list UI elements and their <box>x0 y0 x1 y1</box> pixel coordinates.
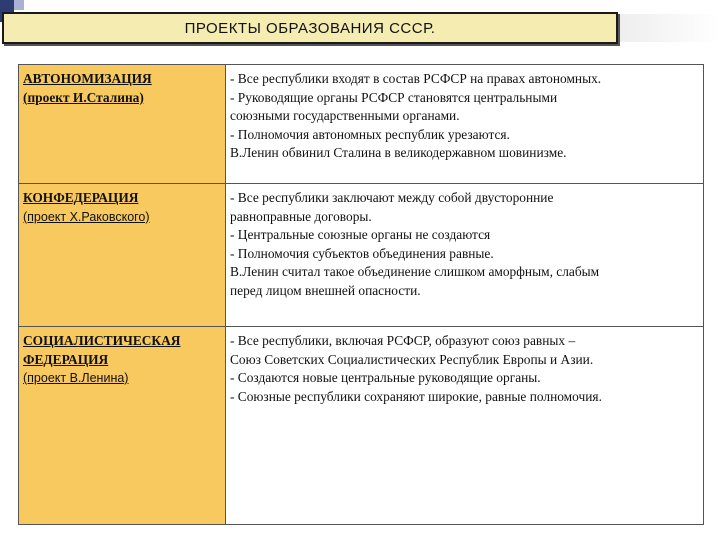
description-line: - Создаются новые центральные руководящие органы. <box>230 370 541 385</box>
table-row <box>19 65 704 184</box>
title-fade-decoration <box>620 14 720 42</box>
project-name-line-1: СОЦИАЛИСТИЧЕСКАЯ <box>23 333 181 348</box>
project-name-line-2: ФЕДЕРАЦИЯ <box>23 351 109 367</box>
description-line: союзными государственными органами. <box>230 108 460 123</box>
project-name: АВТОНОМИЗАЦИЯ <box>23 71 152 86</box>
projects-table <box>18 64 704 525</box>
project-name-cell <box>19 65 226 184</box>
title-box <box>2 12 618 44</box>
description-line: - Центральные союзные органы не создаются <box>230 227 491 242</box>
project-author: (проект И.Сталина) <box>23 89 144 105</box>
project-author: (проект В.Ленина) <box>23 371 129 385</box>
description-line: В.Ленин обвинил Сталина в великодержавном шовинизме. <box>230 145 567 160</box>
corner-accent-square <box>14 0 24 10</box>
description-line: перед лицом внешней опасности. <box>230 282 421 298</box>
description-line: - Полномочия автономных республик урезаются. <box>230 126 510 142</box>
table-row <box>19 327 704 525</box>
description-line: - Полномочия субъектов объединения равные. <box>230 245 494 261</box>
table-row <box>19 184 704 327</box>
description-line: В.Ленин считал такое объединение слишком аморфным, слабым <box>230 264 600 279</box>
description-line: равноправные договоры. <box>230 208 372 224</box>
project-name-cell <box>19 184 226 327</box>
project-description-cell <box>226 65 704 184</box>
project-author: (проект Х.Раковского) <box>23 209 150 224</box>
project-description-cell <box>226 184 704 327</box>
description-line: - Все республики входят в состав РСФСР на правах автономных. <box>230 71 602 86</box>
description-line: - Руководящие органы РСФСР становятся центральными <box>230 89 558 105</box>
description-line: Союз Советских Социалистических Республик Европы и Азии. <box>230 351 594 367</box>
description-line: - Все республики заключают между собой двусторонние <box>230 190 554 205</box>
description-line: - Союзные республики сохраняют широкие, равные полномочия. <box>230 388 602 404</box>
description-line: - Все республики, включая РСФСР, образуют союз равных – <box>230 333 576 348</box>
project-name-cell <box>19 327 226 525</box>
project-name: КОНФЕДЕРАЦИЯ <box>23 190 139 205</box>
page-title: ПРОЕКТЫ ОБРАЗОВАНИЯ СССР. <box>184 19 436 37</box>
project-description-cell <box>226 327 704 525</box>
